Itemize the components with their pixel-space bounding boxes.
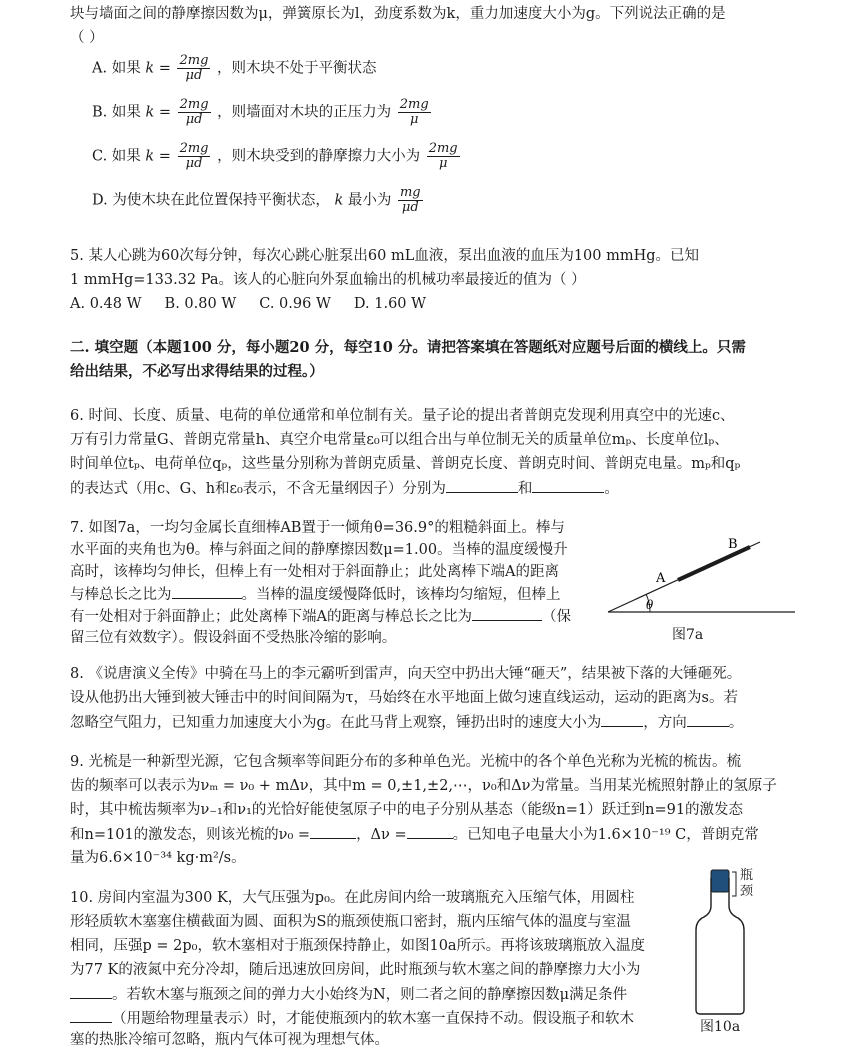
q10-line7: 塞的热胀冷缩可忽略，瓶内气体可视为理想气体。 — [70, 1032, 389, 1048]
q5-line1: 5. 某人心跳为60次每分钟，每次心跳心脏泵出60 mL血液，泵出血液的血压为100 mmHg。已知 — [70, 248, 700, 264]
section2-heading-line1: 二. 填空题（本题100 分，每小题20 分，每空10 分。请把答案填在答题纸对应题号后面的横线上。只需 — [70, 339, 746, 356]
figure-7a-label-b: B — [728, 537, 738, 552]
q10-line2: 形轻质软木塞塞住横截面为圆、面积为S的瓶颈使瓶口密封，瓶内压缩气体的温度与室温 — [70, 914, 631, 930]
figure-10a-caption: 图10a — [700, 1019, 741, 1035]
q9-line1: 9. 光梳是一种新型光源，它包含频率等间距分布的多种单色光。光梳中的各个单色光称为光梳的梳齿。梳 — [70, 754, 741, 770]
q8-blank-2[interactable] — [687, 712, 729, 727]
q5-choice-d: D. 1.60 W — [353, 296, 427, 312]
q10-line6: （用题给物理量表示）时，才能使瓶颈内的软木塞一直保持不动。假设瓶子和软木 — [70, 1008, 634, 1029]
q10-blank-2[interactable] — [70, 1008, 112, 1023]
q7-line5: 有一处相对于斜面静止；此处离棒下端A的距离与棒总长之比为 （保 — [70, 606, 571, 627]
figure-7a-caption: 图7a — [672, 627, 704, 643]
q6-blank-1[interactable] — [446, 478, 518, 493]
figure-10a-bottleneck-label: 瓶颈 — [740, 868, 754, 899]
q7-blank-1[interactable] — [172, 584, 242, 599]
q9-line2: 齿的频率可以表示为νₘ = ν₀ + mΔν，其中m = 0,±1,±2,⋯，ν₀和Δν为常量。当用某光梳照射静止的氢原子 — [70, 778, 777, 794]
q4-option-a: A. 如果 k = $\frac{2mg}{\mu d}$ ，则木块不处于平衡状态 — [92, 53, 377, 83]
q8-line1: 8. 《说唐演义全传》中骑在马上的李元霸听到雷声，向天空中扔出大锤“砸天”，结果被下落的大锤砸死。 — [70, 666, 742, 682]
q7-blank-2[interactable] — [472, 606, 542, 621]
q4-option-c: C. 如果 k = $\frac{2mg}{\mu d}$ ，则木块受到的静摩擦力大小为 $\frac{2mg}{\mu}$ — [92, 141, 458, 171]
q9-blank-1[interactable] — [310, 824, 356, 839]
q8-line2: 设从他扔出大锤到被大锤击中的时间间隔为τ，马始终在水平地面上做匀速直线运动，运动的距离为s。若 — [70, 690, 738, 706]
q5-choice-c: C. 0.96 W — [259, 296, 331, 312]
q9-line3: 时，其中梳齿频率为ν₋₁和ν₁的光恰好能使氢原子中的电子分别从基态（能级n=1）跃迁到n=91的激发态 — [70, 802, 744, 818]
figure-7a-label-a: A — [656, 571, 666, 586]
q5-choices — [70, 294, 426, 314]
q7-line2: 水平面的夹角也为θ。棒与斜面之间的静摩擦因数μ=1.00。当棒的温度缓慢升 — [70, 542, 568, 558]
q4-stem-line1: 块与墙面之间的静摩擦因数为μ，弹簧原长为l，劲度系数为k，重力加速度大小为g。下列说法正确的是 — [70, 6, 726, 22]
q6-blank-2[interactable] — [532, 478, 604, 493]
q8-line3: 忽略空气阻力，已知重力加速度大小为g。在此马背上观察，锤扔出时的速度大小为 ，方向 。 — [70, 712, 743, 733]
q7-line6: 留三位有效数字）。假设斜面不受热胀冷缩的影响。 — [70, 630, 397, 646]
q6-line1: 6. 时间、长度、质量、电荷的单位通常和单位制有关。量子论的提出者普朗克发现利用真空中的光速c、 — [70, 408, 735, 424]
section2-heading-line2: 给出结果，不必写出求得结果的过程。） — [70, 363, 324, 380]
q5-line2: 1 mmHg=133.32 Pa。该人的心脏向外泵血输出的机械功率最接近的值为（ ） — [70, 272, 586, 288]
figure-7a-incline — [600, 532, 800, 622]
q6-line4: 的表达式（用c、G、h和ε₀表示，不含无量纲因子）分别为 和 。 — [70, 478, 619, 499]
q6-line2: 万有引力常量G、普朗克常量h、真空介电常量ε₀可以组合出与单位制无关的质量单位mₚ、长度单位lₚ、 — [70, 432, 729, 448]
figure-7a-theta: θ — [646, 598, 654, 612]
q4-option-b: B. 如果 k = $\frac{2mg}{\mu d}$ ，则墙面对木块的正压力为 $\frac{2mg}{\mu}$ — [92, 97, 429, 127]
q10-line1: 10. 房间内室温为300 K，大气压强为p₀。在此房间内给一玻璃瓶充入压缩气体，用圆柱 — [70, 890, 635, 906]
q10-line3: 相同，压强p = 2p₀，软木塞相对于瓶颈保持静止，如图10a所示。再将该玻璃瓶放入温度 — [70, 938, 646, 954]
q8-blank-1[interactable] — [601, 712, 643, 727]
q9-blank-2[interactable] — [407, 824, 453, 839]
q9-line5: 量为6.6×10⁻³⁴ kg·m²/s。 — [70, 850, 246, 866]
q7-line4: 与棒总长之比为 。当棒的温度缓慢降低时，该棒均匀缩短，但棒上 — [70, 584, 561, 605]
q4-option-d: D. 为使木块在此位置保持平衡状态， k 最小为 $\frac{mg}{\mu d}$ — [92, 185, 421, 215]
q6-line3: 时间单位tₚ、电荷单位qₚ，这些量分别称为普朗克质量、普朗克长度、普朗克时间、普朗克电量。mₚ和qₚ — [70, 456, 741, 472]
q10-blank-1[interactable] — [70, 984, 112, 999]
q4-stem-line2: （ ） — [70, 30, 104, 46]
q10-line5: 。若软木塞与瓶颈之间的弹力大小始终为N，则二者之间的静摩擦因数μ满足条件 — [70, 984, 627, 1005]
q7-line1: 7. 如图7a，一均匀金属长直细棒AB置于一倾角θ=36.9°的粗糙斜面上。棒与 — [70, 520, 565, 536]
q5-choice-a: A. 0.48 W — [70, 296, 142, 312]
q5-choice-b: B. 0.80 W — [164, 296, 237, 312]
q7-line3: 高时，该棒均匀伸长，但棒上有一处相对于斜面静止；此处离棒下端A的距离 — [70, 564, 559, 580]
q9-line4: 和n=101的激发态，则该光梳的ν₀ = ，Δν = 。已知电子电量大小为1.6×10⁻¹⁹ C，普朗克常 — [70, 824, 759, 845]
q10-line4: 为77 K的液氮中充分冷却，随后迅速放回房间，此时瓶颈与软木塞之间的静摩擦力大小为 — [70, 962, 641, 978]
